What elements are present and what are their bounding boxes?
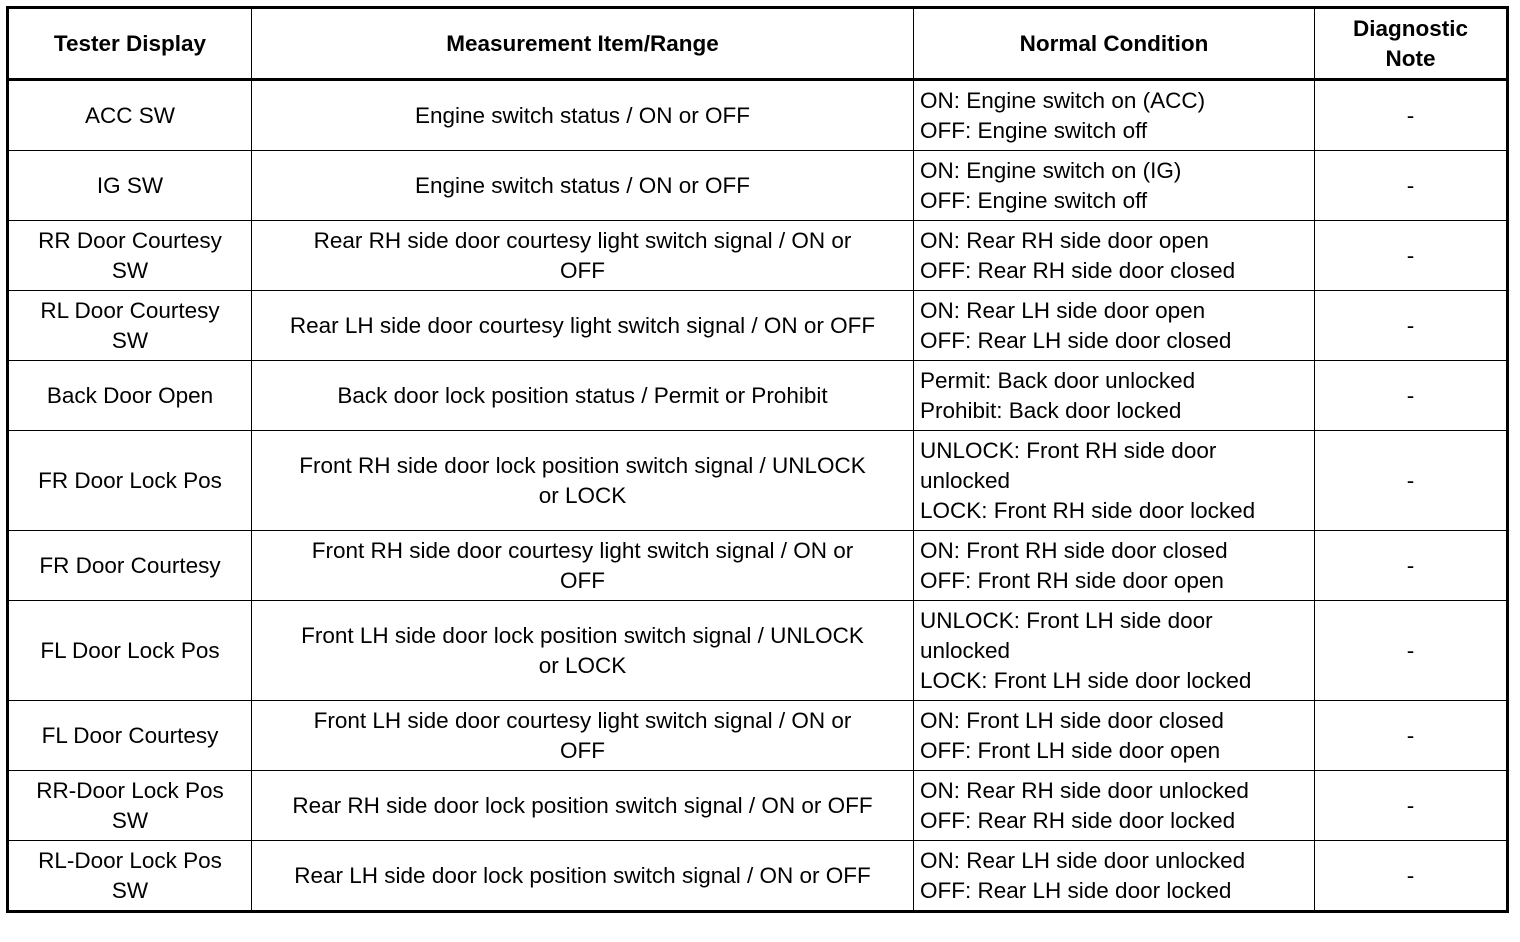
normal-condition-cell bbox=[914, 151, 1315, 221]
measurement-cell-line: Rear RH side door courtesy light switch signal / ON or bbox=[313, 227, 852, 253]
tester-display-cell-line: SW bbox=[111, 257, 149, 283]
normal-condition-cell-line: ON: Rear LH side door unlocked bbox=[920, 847, 1246, 873]
diagnostic-note-cell: - bbox=[1315, 361, 1508, 431]
normal-condition-cell-line: unlocked bbox=[920, 637, 1011, 663]
measurement-cell-line: OFF bbox=[560, 567, 605, 593]
normal-condition-cell-line: ON: Front RH side door closed bbox=[920, 537, 1228, 563]
normal-condition-cell-line: Permit: Back door unlocked bbox=[920, 367, 1196, 393]
diagnostic-note-cell: - bbox=[1315, 531, 1508, 601]
normal-condition-cell-line: ON: Front LH side door closed bbox=[920, 707, 1224, 733]
tester-display-cell-line: ACC SW bbox=[85, 102, 175, 128]
measurement-cell-line: or LOCK bbox=[538, 652, 627, 678]
normal-condition-cell bbox=[914, 701, 1315, 771]
table-row bbox=[8, 361, 1508, 431]
measurement-cell-line: Rear LH side door lock position switch signal / ON or OFF bbox=[294, 862, 871, 888]
diagnostic-note-cell: - bbox=[1315, 601, 1508, 701]
normal-condition-cell-line: ON: Engine switch on (IG) bbox=[920, 157, 1182, 183]
table-row bbox=[8, 221, 1508, 291]
normal-condition-cell-line: UNLOCK: Front RH side door bbox=[920, 437, 1217, 463]
diagnostic-note-cell: - bbox=[1315, 151, 1508, 221]
tester-display-cell-line: RR-Door Lock Pos bbox=[36, 777, 224, 803]
header-normal-condition: Normal Condition bbox=[914, 8, 1315, 80]
measurement-cell-line: Engine switch status / ON or OFF bbox=[414, 102, 751, 128]
tester-display-cell bbox=[8, 361, 252, 431]
tester-display-cell-line: RL Door Courtesy bbox=[40, 297, 220, 323]
normal-condition-cell-line: ON: Rear LH side door open bbox=[920, 297, 1206, 323]
tester-display-cell-line: FL Door Lock Pos bbox=[40, 637, 220, 663]
tester-display-cell bbox=[8, 841, 252, 912]
tester-display-cell bbox=[8, 701, 252, 771]
measurement-cell bbox=[252, 221, 914, 291]
measurement-cell bbox=[252, 531, 914, 601]
normal-condition-cell-line: UNLOCK: Front LH side door bbox=[920, 607, 1213, 633]
diagnostic-note-cell: - bbox=[1315, 841, 1508, 912]
measurement-cell bbox=[252, 361, 914, 431]
measurement-cell-line: Engine switch status / ON or OFF bbox=[414, 172, 751, 198]
normal-condition-cell-line: OFF: Front RH side door open bbox=[920, 567, 1224, 593]
measurement-cell-line: OFF bbox=[560, 257, 605, 283]
measurement-cell bbox=[252, 841, 914, 912]
normal-condition-cell bbox=[914, 361, 1315, 431]
normal-condition-cell-line: OFF: Rear LH side door closed bbox=[920, 327, 1232, 353]
tester-display-cell-line: FR Door Lock Pos bbox=[38, 467, 222, 493]
normal-condition-cell-line: ON: Rear RH side door open bbox=[920, 227, 1209, 253]
header-diagnostic-note-line: Diagnostic bbox=[1352, 15, 1469, 41]
table-row bbox=[8, 771, 1508, 841]
tester-display-cell-line: SW bbox=[111, 327, 149, 353]
table-row bbox=[8, 291, 1508, 361]
tester-display-cell bbox=[8, 601, 252, 701]
table-row bbox=[8, 841, 1508, 912]
table-row bbox=[8, 531, 1508, 601]
tester-display-cell-line: IG SW bbox=[96, 172, 164, 198]
measurement-cell bbox=[252, 771, 914, 841]
measurement-cell-line: Back door lock position status / Permit or Prohibit bbox=[337, 382, 828, 408]
measurement-cell-line: Front RH side door courtesy light switch signal / ON or bbox=[311, 537, 854, 563]
header-row bbox=[8, 8, 1508, 80]
table-row bbox=[8, 151, 1508, 221]
tester-display-cell bbox=[8, 80, 252, 151]
normal-condition-cell bbox=[914, 841, 1315, 912]
diagnostic-note-cell: - bbox=[1315, 291, 1508, 361]
measurement-cell-line: Front RH side door lock position switch signal / UNLOCK bbox=[299, 452, 866, 478]
normal-condition-cell bbox=[914, 601, 1315, 701]
normal-condition-cell-line: ON: Engine switch on (ACC) bbox=[920, 87, 1206, 113]
tester-display-cell-line: SW bbox=[111, 807, 149, 833]
tester-display-cell bbox=[8, 531, 252, 601]
diagnostic-note-cell: - bbox=[1315, 431, 1508, 531]
measurement-cell bbox=[252, 80, 914, 151]
tester-display-cell-line: FR Door Courtesy bbox=[39, 552, 221, 578]
measurement-cell-line: OFF bbox=[560, 737, 605, 763]
normal-condition-cell-line: LOCK: Front RH side door locked bbox=[920, 497, 1256, 523]
tester-display-cell bbox=[8, 291, 252, 361]
tester-display-cell-line: FL Door Courtesy bbox=[41, 722, 219, 748]
normal-condition-cell-line: OFF: Engine switch off bbox=[920, 187, 1148, 213]
measurement-cell-line: or LOCK bbox=[538, 482, 627, 508]
diagnostic-note-cell: - bbox=[1315, 771, 1508, 841]
diagnostic-note-cell: - bbox=[1315, 80, 1508, 151]
measurement-cell-line: Front LH side door courtesy light switch signal / ON or bbox=[313, 707, 852, 733]
normal-condition-cell bbox=[914, 771, 1315, 841]
measurement-cell bbox=[252, 151, 914, 221]
normal-condition-cell-line: OFF: Engine switch off bbox=[920, 117, 1148, 143]
tester-display-cell bbox=[8, 431, 252, 531]
tester-display-cell bbox=[8, 771, 252, 841]
measurement-cell bbox=[252, 431, 914, 531]
normal-condition-cell-line: OFF: Rear RH side door locked bbox=[920, 807, 1236, 833]
normal-condition-cell-line: ON: Rear RH side door unlocked bbox=[920, 777, 1249, 803]
measurement-cell-line: Rear RH side door lock position switch signal / ON or OFF bbox=[292, 792, 873, 818]
measurement-cell-line: Front LH side door lock position switch signal / UNLOCK bbox=[301, 622, 864, 648]
header-tester-display: Tester Display bbox=[8, 8, 252, 80]
measurement-cell bbox=[252, 291, 914, 361]
header-diagnostic-note-line: Note bbox=[1385, 45, 1436, 71]
tester-display-cell bbox=[8, 151, 252, 221]
header-measurement: Measurement Item/Range bbox=[252, 8, 914, 80]
normal-condition-cell-line: Prohibit: Back door locked bbox=[920, 397, 1182, 423]
measurement-cell bbox=[252, 601, 914, 701]
header-diagnostic-note bbox=[1315, 8, 1508, 80]
table-row bbox=[8, 701, 1508, 771]
tester-display-cell-line: RL-Door Lock Pos bbox=[38, 847, 222, 873]
diagnostic-note-cell: - bbox=[1315, 701, 1508, 771]
normal-condition-cell-line: OFF: Rear RH side door closed bbox=[920, 257, 1236, 283]
normal-condition-cell-line: OFF: Rear LH side door locked bbox=[920, 877, 1232, 903]
normal-condition-cell-line: OFF: Front LH side door open bbox=[920, 737, 1221, 763]
diagnostic-note-cell: - bbox=[1315, 221, 1508, 291]
table-row bbox=[8, 431, 1508, 531]
measurement-cell-line: Rear LH side door courtesy light switch signal / ON or OFF bbox=[289, 312, 876, 338]
normal-condition-cell-line: LOCK: Front LH side door locked bbox=[920, 667, 1252, 693]
normal-condition-cell bbox=[914, 531, 1315, 601]
data-list-table bbox=[6, 6, 1509, 913]
tester-display-cell-line: SW bbox=[111, 877, 149, 903]
tester-display-cell-line: RR Door Courtesy bbox=[38, 227, 222, 253]
normal-condition-cell bbox=[914, 80, 1315, 151]
table-row bbox=[8, 601, 1508, 701]
normal-condition-cell bbox=[914, 221, 1315, 291]
normal-condition-cell bbox=[914, 291, 1315, 361]
tester-display-cell bbox=[8, 221, 252, 291]
tester-display-cell-line: Back Door Open bbox=[46, 382, 214, 408]
measurement-cell bbox=[252, 701, 914, 771]
normal-condition-cell-line: unlocked bbox=[920, 467, 1011, 493]
table-row bbox=[8, 80, 1508, 151]
normal-condition-cell bbox=[914, 431, 1315, 531]
